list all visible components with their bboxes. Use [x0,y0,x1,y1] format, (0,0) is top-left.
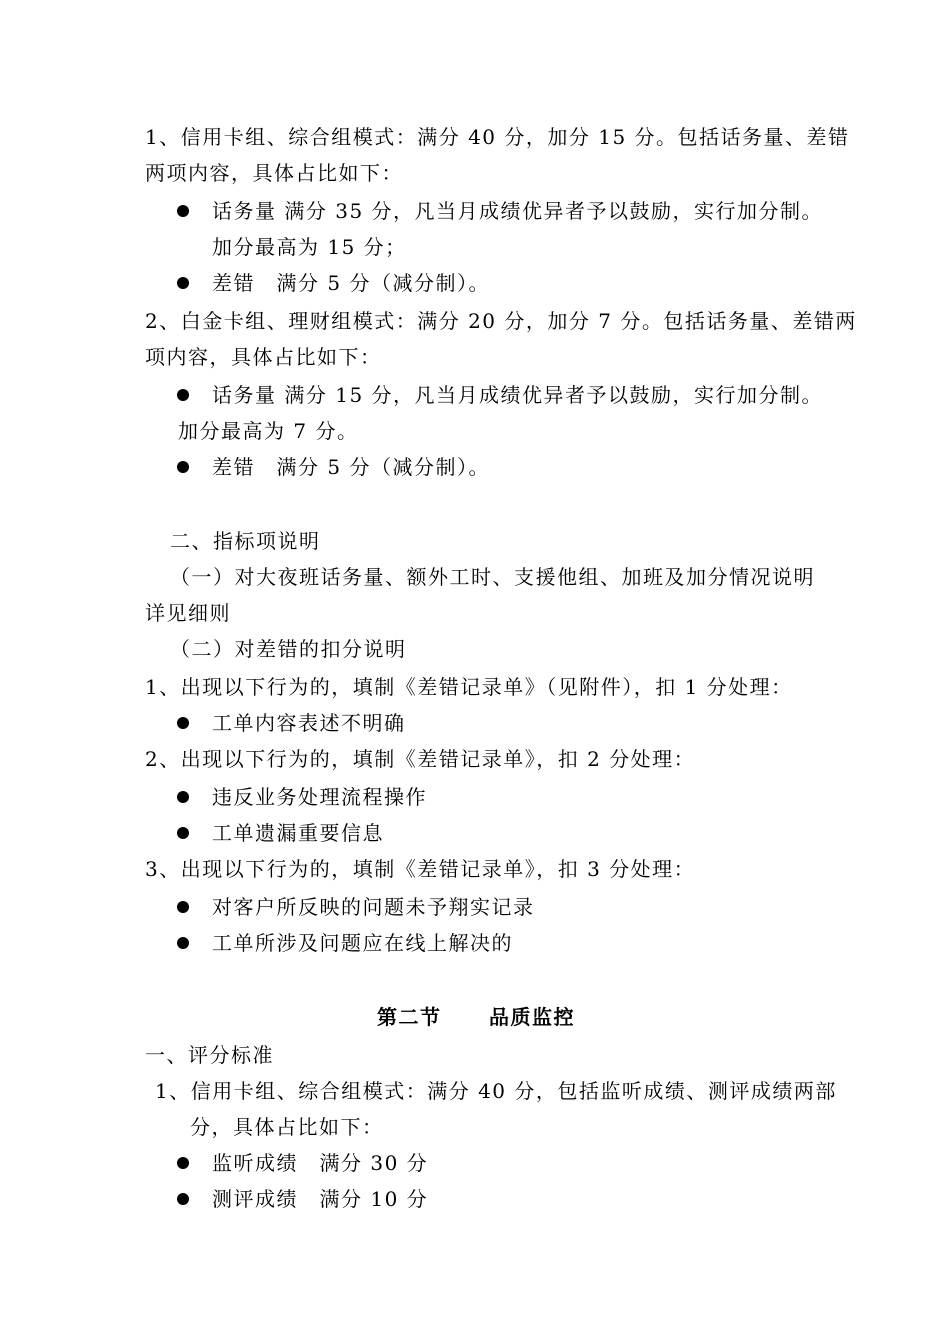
item2-line1: 2、白金卡组、理财组模式：满分 20 分，加分 7 分。包括话务量、差错两 [145,309,857,333]
bullet-text: 工单遗漏重要信息 [212,821,384,845]
bullet-icon [177,277,189,289]
bullet-icon [177,901,189,913]
rule1: 1、出现以下行为的，填制《差错记录单》（见附件），扣 1 分处理： [145,675,793,699]
bullet-icon [177,205,189,217]
bullet-icon [177,937,189,949]
list-item [0,198,950,224]
chapter-title: 品质监控 [489,1005,575,1029]
bullet-text: 差错 满分 5 分（减分制）。 [212,271,490,295]
bullet-text: 话务量 满分 35 分，凡当月成绩优异者予以鼓励，实行加分制。 [212,199,824,223]
sub1-line1: （一）对大夜班话务量、额外工时、支援他组、加班及加分情况说明 [170,565,815,589]
bullet-continuation: 加分最高为 7 分。 [178,419,359,443]
bullet-text: 监听成绩 满分 30 分 [212,1151,429,1175]
list-item [0,382,950,408]
bullet-icon [177,389,189,401]
sub1-line2: 详见细则 [145,601,231,625]
section-title: 二、指标项说明 [170,529,321,553]
bullet-text: 话务量 满分 15 分，凡当月成绩优异者予以鼓励，实行加分制。 [212,383,824,407]
sub2-title: （二）对差错的扣分说明 [170,637,407,661]
bullet-icon [177,827,189,839]
bullet-icon [177,791,189,803]
list-item [0,1150,950,1176]
bullet-icon [177,461,189,473]
bullet-icon [177,1193,189,1205]
bullet-text: 工单内容表述不明确 [212,711,406,735]
bullet-text: 测评成绩 满分 10 分 [212,1187,429,1211]
list-item [0,454,950,480]
list-item [0,270,950,296]
list-item [0,820,950,846]
bullet-text: 差错 满分 5 分（减分制）。 [212,455,490,479]
item1-line1: 1、信用卡组、综合组模式：满分 40 分，加分 15 分。包括话务量、差错 [145,125,850,149]
chapter-number: 第二节 [377,1005,442,1029]
chapter-item1-line1: 1、信用卡组、综合组模式：满分 40 分，包括监听成绩、测评成绩两部 [155,1079,837,1103]
list-item [0,894,950,920]
bullet-continuation: 加分最高为 15 分； [212,235,407,259]
bullet-icon [177,717,189,729]
list-item [0,710,950,736]
rule2: 2、出现以下行为的，填制《差错记录单》，扣 2 分处理： [145,747,696,771]
list-item [0,784,950,810]
chapter-item1-line2: 分，具体占比如下： [190,1115,384,1139]
rule3: 3、出现以下行为的，填制《差错记录单》，扣 3 分处理： [145,857,696,881]
bullet-text: 工单所涉及问题应在线上解决的 [212,931,513,955]
list-item [0,930,950,956]
bullet-text: 违反业务处理流程操作 [212,785,427,809]
item1-line2: 两项内容，具体占比如下： [145,161,403,185]
sub-title: 一、评分标准 [145,1043,274,1067]
list-item [0,1186,950,1212]
bullet-text: 对客户所反映的问题未予翔实记录 [212,895,535,919]
bullet-icon [177,1157,189,1169]
item2-line2: 项内容，具体占比如下： [145,345,382,369]
